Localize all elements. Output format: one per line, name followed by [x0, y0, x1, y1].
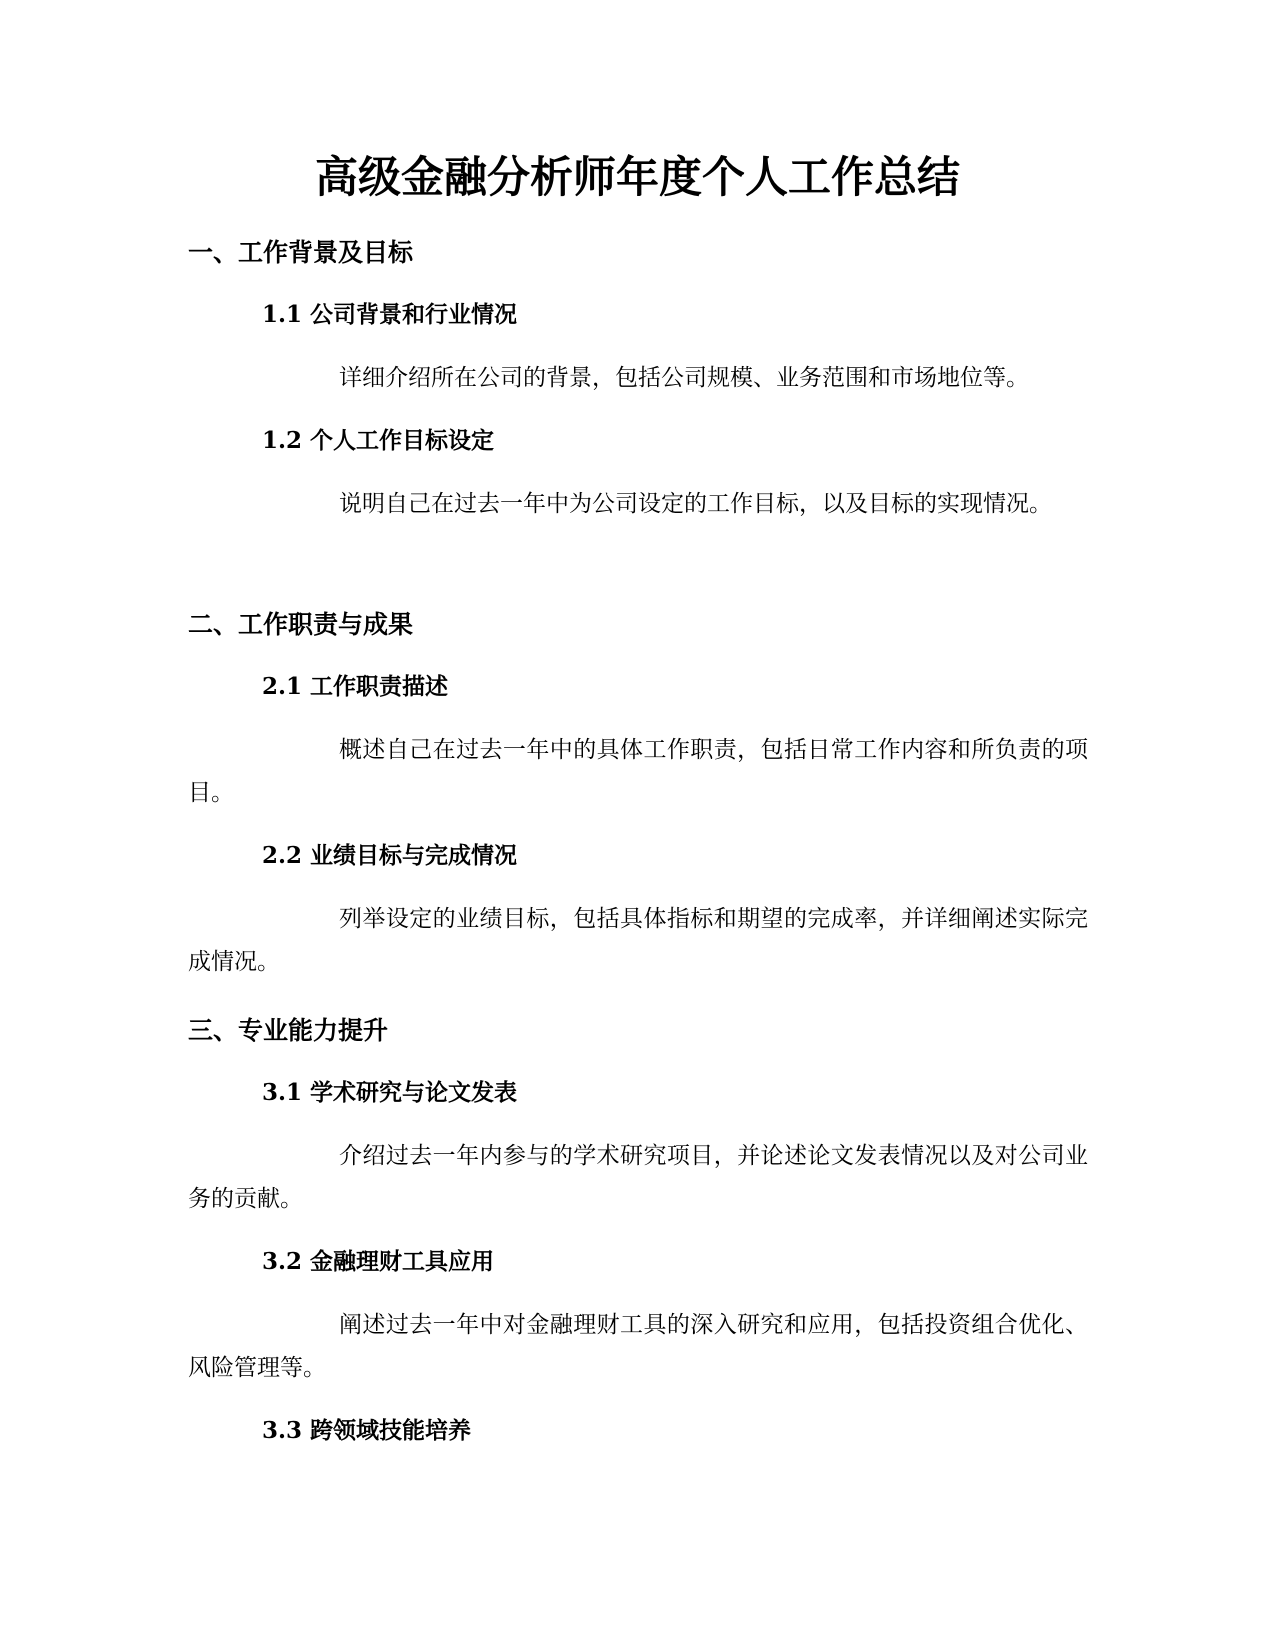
section-heading-1: 一、工作背景及目标	[188, 238, 414, 267]
document-title: 高级金融分析师年度个人工作总结	[315, 153, 960, 203]
subsection-heading-2-1: 2.1 工作职责描述	[262, 673, 449, 700]
paragraph-3-2: 阐述过去一年中对金融理财工具的深入研究和应用，包括投资组合优化、风险管理等。	[188, 1312, 1088, 1381]
subsection-heading-3-2: 3.2 金融理财工具应用	[262, 1248, 495, 1275]
paragraph-2-1: 概述自己在过去一年中的具体工作职责，包括日常工作内容和所负责的项目。	[188, 737, 1088, 806]
subsection-heading-1-2: 1.2 个人工作目标设定	[262, 427, 495, 454]
paragraph-1-2: 说明自己在过去一年中为公司设定的工作目标，以及目标的实现情况。	[339, 491, 1052, 517]
subsection-heading-3-3: 3.3 跨领域技能培养	[262, 1417, 472, 1444]
section-heading-2: 二、工作职责与成果	[188, 610, 414, 639]
paragraph-1-1: 详细介绍所在公司的背景，包括公司规模、业务范围和市场地位等。	[339, 365, 1029, 391]
subsection-heading-2-2: 2.2 业绩目标与完成情况	[262, 842, 518, 869]
paragraph-3-1: 介绍过去一年内参与的学术研究项目，并论述论文发表情况以及对公司业务的贡献。	[188, 1143, 1088, 1212]
subsection-heading-3-1: 3.1 学术研究与论文发表	[262, 1079, 518, 1106]
section-heading-3: 三、专业能力提升	[188, 1016, 389, 1045]
paragraph-2-2: 列举设定的业绩目标，包括具体指标和期望的完成率，并详细阐述实际完成情况。	[188, 906, 1088, 975]
subsection-heading-1-1: 1.1 公司背景和行业情况	[262, 301, 518, 328]
